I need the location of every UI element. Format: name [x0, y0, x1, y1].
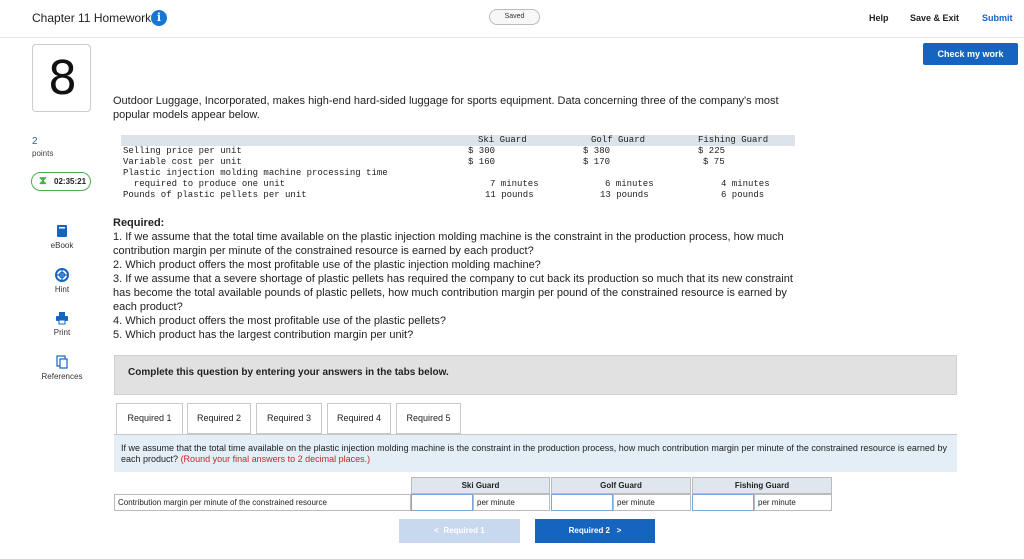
tab-required-5[interactable]: Required 5 [396, 403, 461, 434]
fishing-guard-answer-input[interactable] [692, 494, 754, 511]
chevron-right-icon: > [616, 526, 622, 535]
answer-row-label: Contribution margin per minute of the constrained resource [114, 494, 411, 511]
table-cell: 4 minutes [721, 179, 770, 189]
answer-col-fishing: Fishing Guard [692, 477, 832, 494]
points-value: 2 [32, 136, 38, 147]
hint-label: Hint [54, 285, 70, 294]
ebook-label: eBook [50, 241, 74, 250]
required-item: 3. If we assume that a severe shortage of plastic pellets has required the company to cut back its production so much that its new constraint has become the total available pounds of plastic pellets, how much contribution margin per pound of the constrained resource is earned by each product? [113, 273, 793, 313]
table-cell: $ 300 [468, 146, 496, 156]
table-cell: 11 pounds [485, 190, 534, 200]
check-my-work-button[interactable]: Check my work [923, 43, 1018, 65]
question-number: 8 [47, 51, 78, 105]
lifebuoy-icon [55, 268, 69, 282]
references-tool[interactable] [32, 355, 92, 381]
required-title: Required: [113, 217, 165, 229]
prev-tab-button[interactable] [399, 519, 520, 543]
table-cell: 6 pounds [721, 190, 765, 200]
golf-guard-answer-input[interactable] [551, 494, 613, 511]
chevron-left-icon: < [434, 526, 439, 535]
points-label: points [32, 149, 54, 158]
tab-required-1[interactable]: Required 1 [116, 403, 183, 435]
timer[interactable] [31, 172, 91, 191]
table-col-ski: Ski Guard [478, 135, 527, 145]
top-bar [0, 0, 1024, 38]
hint-tool[interactable] [32, 268, 92, 294]
question-number-box [32, 44, 91, 112]
print-tool[interactable] [32, 311, 92, 337]
table-row-label: required to produce one unit [123, 179, 286, 189]
table-cell: $ 160 [468, 157, 496, 167]
timer-value: 02:35:21 [54, 177, 87, 186]
unit-label: per minute [613, 494, 691, 511]
table-cell: 6 minutes [605, 179, 654, 189]
required-item: 5. Which product has the largest contribution margin per unit? [113, 329, 414, 341]
unit-label: per minute [473, 494, 550, 511]
question-body: If we assume that the total time available on the plastic injection molding machine is the constraint in the production process, how much contribution margin per minute of the constrained resource is earned by each product? [121, 443, 947, 464]
references-label: References [41, 372, 83, 381]
saved-status: Saved [489, 9, 540, 25]
table-row-label: Variable cost per unit [123, 157, 242, 167]
table-cell: $ 75 [703, 157, 725, 167]
prev-label: Required 1 [443, 526, 485, 535]
tab-required-3[interactable]: Required 3 [256, 403, 322, 434]
table-cell: 13 pounds [600, 190, 649, 200]
hourglass-icon: ⧗ [39, 175, 47, 187]
question-band [114, 434, 957, 472]
instruction-text: Complete this question by entering your answers in the tabs below. [128, 367, 449, 378]
ebook-tool[interactable] [32, 224, 92, 250]
table-row-label: Selling price per unit [123, 146, 242, 156]
unit-label: per minute [754, 494, 832, 511]
table-col-golf: Golf Guard [591, 135, 646, 145]
required-item: 4. Which product offers the most profitable use of the plastic pellets? [113, 315, 447, 327]
next-tab-button[interactable] [535, 519, 655, 543]
info-icon[interactable]: i [151, 10, 167, 26]
required-item: 1. If we assume that the total time available on the plastic injection molding machine is the constraint in the production process, how much contribution margin per minute of the constrained resource is earned by each product? [113, 231, 784, 257]
help-link[interactable]: Help [869, 13, 889, 23]
table-header-band [121, 135, 795, 146]
printer-icon [55, 311, 69, 325]
tab-required-2[interactable]: Required 2 [187, 403, 251, 434]
save-exit-link[interactable]: Save & Exit [910, 13, 960, 23]
required-section [113, 216, 803, 342]
question-text [121, 443, 951, 465]
answer-col-ski: Ski Guard [411, 477, 550, 494]
print-label: Print [53, 328, 71, 337]
table-cell: $ 170 [583, 157, 611, 167]
table-col-fishing: Fishing Guard [698, 135, 769, 145]
table-cell: $ 225 [698, 146, 726, 156]
tab-required-4[interactable]: Required 4 [327, 403, 391, 434]
rounding-hint: (Round your final answers to 2 decimal places.) [180, 454, 371, 464]
ski-guard-answer-input[interactable] [411, 494, 473, 511]
table-cell: $ 380 [583, 146, 611, 156]
answer-col-golf: Golf Guard [551, 477, 691, 494]
next-label: Required 2 [568, 526, 610, 535]
table-row-label: Pounds of plastic pellets per unit [123, 190, 307, 200]
required-item: 2. Which product offers the most profitable use of the plastic injection molding machine? [113, 259, 541, 271]
chapter-title: Chapter 11 Homework [32, 11, 152, 25]
table-row-label: Plastic injection molding machine processing time [123, 168, 388, 178]
table-cell: 7 minutes [490, 179, 539, 189]
documents-icon [55, 355, 69, 369]
book-icon [55, 224, 69, 238]
submit-link[interactable]: Submit [982, 13, 1013, 23]
instruction-band [114, 355, 957, 395]
problem-intro: Outdoor Luggage, Incorporated, makes high-end hard-sided luggage for sports equipment. Data concerning three of the company's most popular models appear below. [113, 95, 779, 121]
